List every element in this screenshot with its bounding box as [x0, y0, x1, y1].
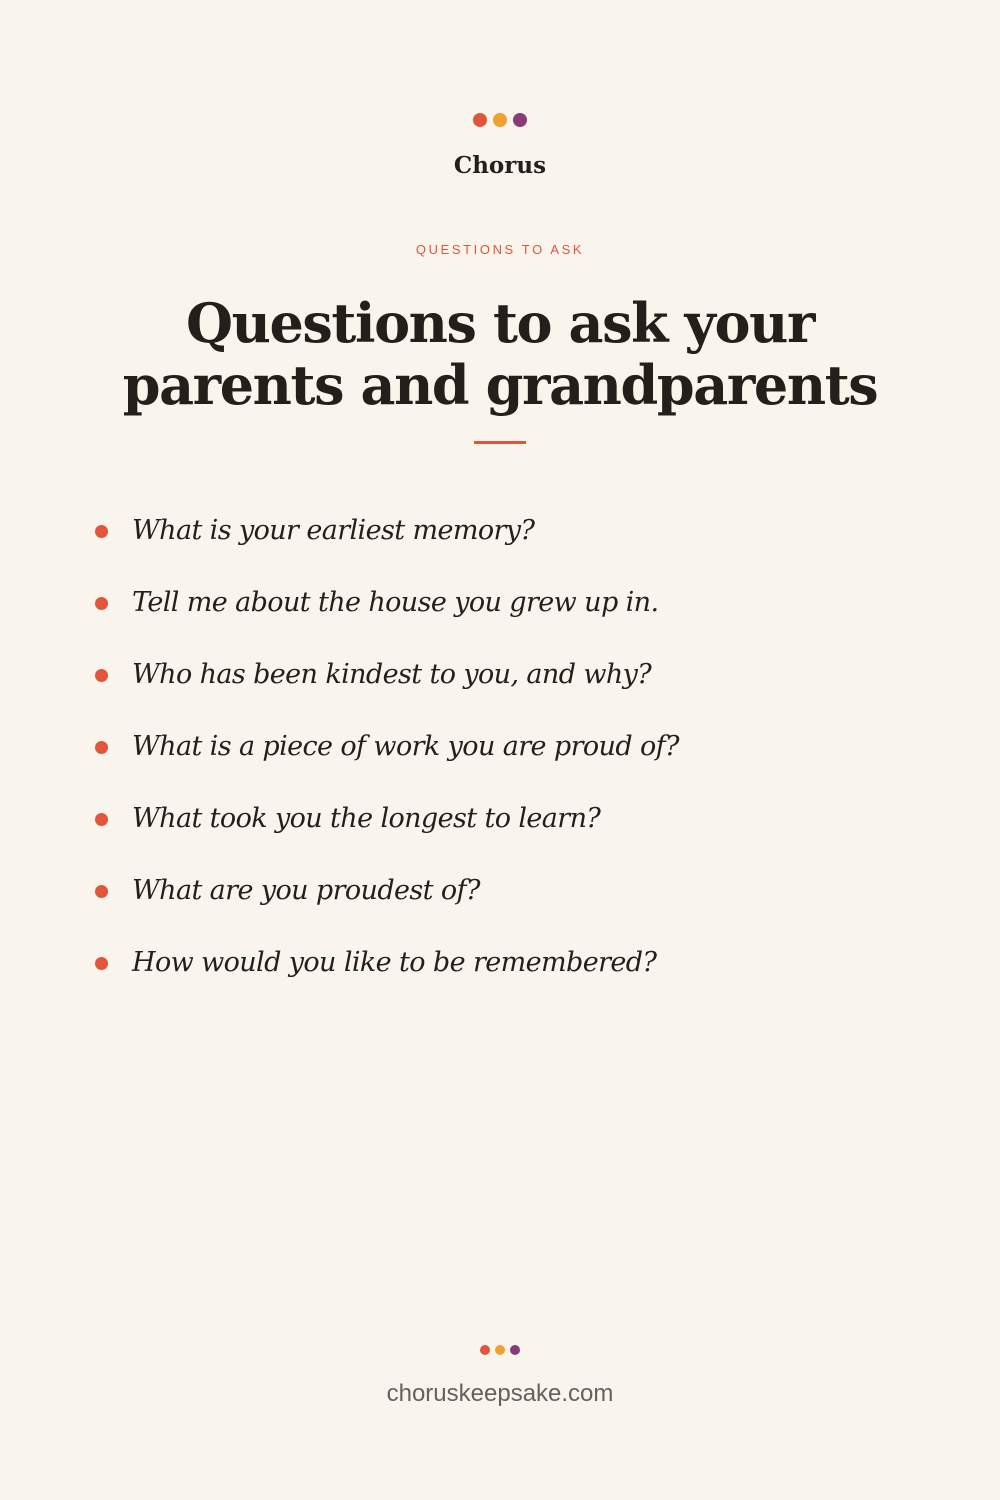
list-item [95, 724, 915, 796]
title-divider [474, 441, 526, 444]
bullet-icon [95, 885, 108, 898]
dot-red-icon [473, 113, 487, 127]
brand-dots-icon [0, 113, 1000, 127]
question-list [95, 508, 915, 1012]
list-item [95, 508, 915, 580]
list-item [95, 796, 915, 868]
dot-orange-icon [493, 113, 507, 127]
brand-name: Chorus [453, 152, 547, 179]
footer-dots-icon [0, 1345, 1000, 1355]
bullet-icon [95, 957, 108, 970]
eyebrow-label: QUESTIONS TO ASK [415, 242, 585, 257]
question-text: What are you proudest of? [132, 875, 480, 906]
list-item [95, 580, 915, 652]
bullet-icon [95, 813, 108, 826]
question-text: What took you the longest to learn? [132, 803, 601, 834]
bullet-icon [95, 597, 108, 610]
bullet-icon [95, 741, 108, 754]
list-item [95, 940, 915, 1012]
question-text: How would you like to be remembered? [132, 947, 657, 978]
dot-orange-icon [495, 1345, 505, 1355]
question-text: What is your earliest memory? [132, 515, 535, 546]
dot-red-icon [480, 1345, 490, 1355]
question-text: Who has been kindest to you, and why? [132, 659, 652, 690]
bullet-icon [95, 669, 108, 682]
dot-purple-icon [513, 113, 527, 127]
list-item [95, 652, 915, 724]
website-link[interactable]: choruskeepsake.com [386, 1380, 614, 1407]
dot-purple-icon [510, 1345, 520, 1355]
question-text: What is a piece of work you are proud of? [132, 731, 679, 762]
question-text: Tell me about the house you grew up in. [132, 587, 659, 618]
page-title: Questions to ask your parents and grandparents [122, 291, 878, 417]
bullet-icon [95, 525, 108, 538]
list-item [95, 868, 915, 940]
